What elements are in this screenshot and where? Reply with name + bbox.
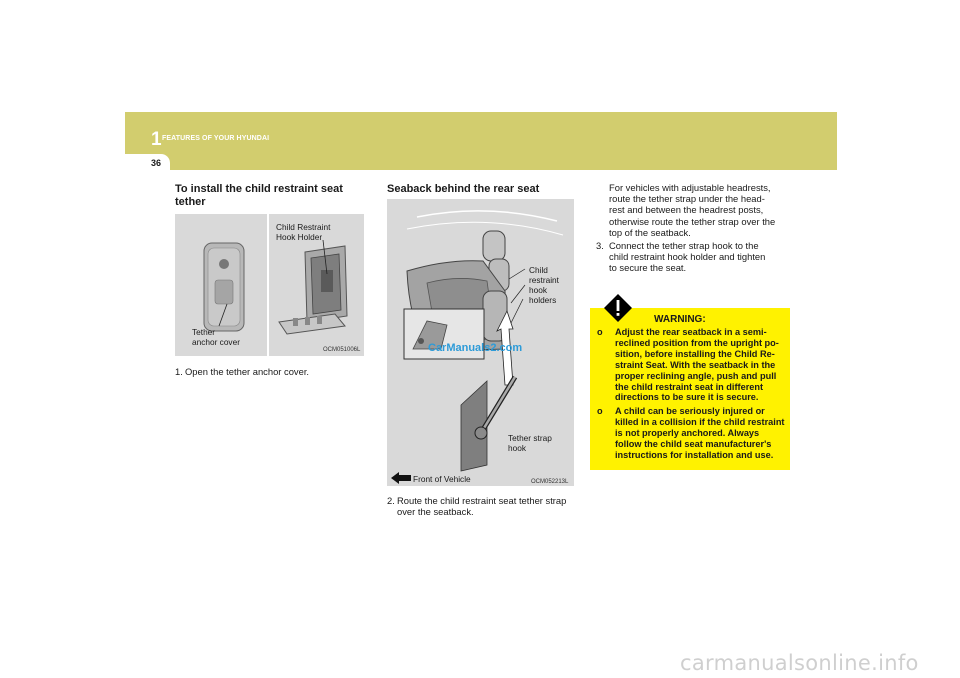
para-line-1: For vehicles with adjustable headrests, [609, 182, 771, 193]
para-line-5: top of the seatback. [609, 226, 691, 238]
warning-item-2-text [615, 406, 791, 461]
para-line-2: route the tether strap under the head- [609, 193, 765, 205]
section-heading-install [175, 183, 343, 209]
warning-item-1-text [615, 327, 791, 403]
label-strap-hook-line1: Tether strap [508, 433, 552, 443]
warning-sign-icon [604, 294, 632, 322]
para-line-3: rest and between the headrest posts, [609, 204, 764, 216]
warning-1-line-7: directions to be sure it is secure. [615, 392, 759, 403]
label-anchor-cover-line2: anchor cover [192, 337, 240, 347]
label-hook-holder [276, 222, 330, 242]
label-hook-holders-line2: restraint [529, 275, 559, 285]
label-front-of-vehicle: Front of Vehicle [413, 474, 471, 484]
warning-1-line-5: proper reclining angle, push and pull [615, 370, 777, 381]
label-hook-holders-line3: hook [529, 285, 547, 295]
warning-1-line-6: the child restraint seat in different [615, 381, 764, 392]
chapter-title: FEATURES OF YOUR HYUNDAI [162, 135, 270, 142]
label-hook-holder-line1: Child Restraint [276, 222, 331, 232]
warning-2-line-2: killed in a collision if the child restraint [615, 416, 785, 427]
warning-2-line-3: is not properly anchored. Always [615, 427, 760, 438]
figure-tether-anchor [175, 214, 364, 356]
page-number: 36 [151, 158, 162, 168]
warning-1-line-4: straint Seat. With the seatback in the [615, 359, 776, 370]
label-hook-holders-line4: holders [529, 295, 557, 305]
step-1-number: 1. [175, 366, 183, 377]
step-2-line2: over the seatback. [397, 506, 474, 518]
warning-item-1 [597, 327, 793, 405]
page-tab [125, 154, 170, 170]
step-3-number: 3. [596, 240, 604, 251]
step-3-line2: child restraint hook holder and tighten [609, 251, 766, 263]
label-hook-holder-line2: Hook Holder [276, 232, 323, 242]
warning-1-line-1: Adjust the rear seatback in a semi- [615, 327, 767, 337]
warning-2-line-4: follow the child seat manufacturer's [615, 438, 772, 449]
warning-2-line-1: A child can be seriously injured or [615, 406, 765, 416]
headrest-paragraph [609, 182, 789, 238]
footer-site: carmanualsonline.info [680, 651, 919, 675]
para-line-4: otherwise route the tether strap over the [609, 215, 776, 227]
step-2 [387, 495, 577, 519]
figure-code: OCM051006L [323, 347, 361, 353]
warning-1-line-3: sition, before installing the Child Re- [615, 348, 775, 359]
step-1-text: Open the tether anchor cover. [185, 366, 310, 377]
step-3 [596, 240, 792, 276]
label-anchor-cover-line1: Tether [192, 327, 216, 337]
warning-title: WARNING: [654, 314, 706, 325]
figure-code-seaback: OCM052213L [531, 479, 569, 485]
label-anchor-cover [192, 327, 240, 347]
label-hook-holders [529, 265, 559, 305]
step-3-line1: Connect the tether strap hook to the [609, 240, 759, 251]
step-1 [175, 366, 365, 378]
step-2-number: 2. [387, 495, 395, 506]
watermark: CarManuals2.com [428, 342, 523, 354]
step-3-line3: to secure the seat. [609, 262, 687, 274]
heading-line-1: To install the child restraint seat [175, 183, 343, 195]
step-3-text [609, 240, 791, 274]
label-hook-holders-line1: Child [529, 265, 548, 275]
warning-item-1-bullet: o [597, 327, 603, 337]
label-strap-hook-line2: hook [508, 443, 526, 453]
warning-1-line-2: reclined position from the upright po- [615, 337, 779, 348]
warning-2-line-5: instructions for installation and use. [615, 449, 774, 460]
chapter-number: 1 [151, 129, 162, 150]
step-2-line1: Route the child restraint seat tether strap [397, 495, 567, 506]
label-strap-hook [508, 433, 552, 453]
heading-line-2: tether [175, 196, 206, 208]
section-heading-seaback: Seaback behind the rear seat [387, 183, 540, 195]
warning-item-2 [597, 406, 793, 462]
step-2-text [397, 495, 577, 517]
warning-item-2-bullet: o [597, 406, 603, 416]
